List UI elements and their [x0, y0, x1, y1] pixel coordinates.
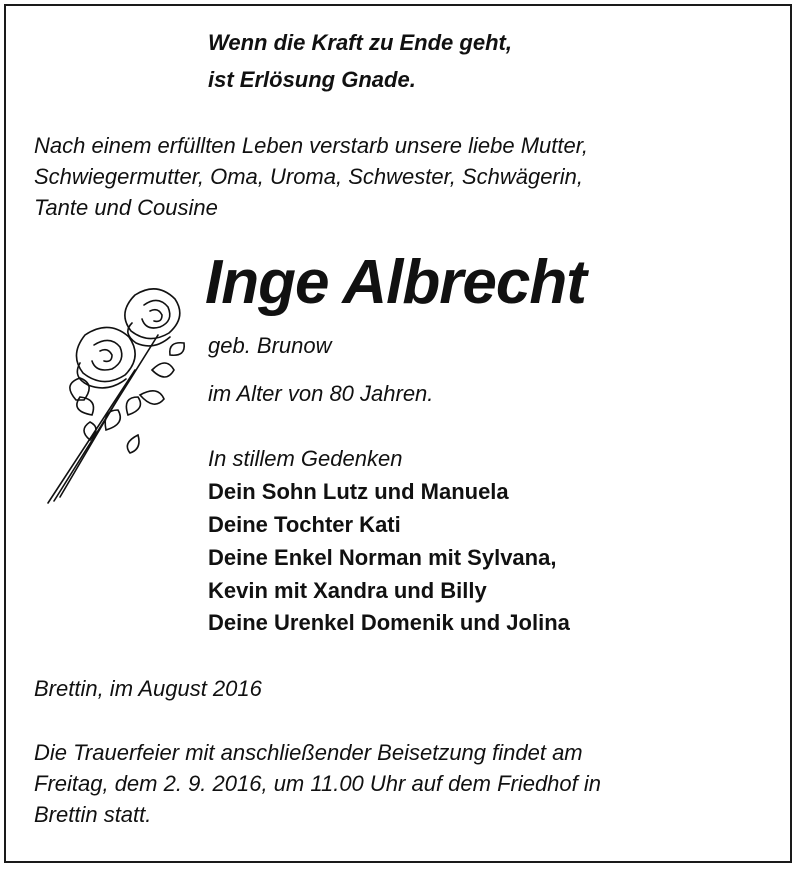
- intro-line-1: Nach einem erfüllten Leben verstarb unsere liebe Mutter,: [34, 133, 588, 158]
- mourner-line: Kevin mit Xandra und Billy: [208, 578, 487, 603]
- funeral-line-2: Freitag, dem 2. 9. 2016, um 11.00 Uhr auf dem Friedhof in: [34, 771, 602, 796]
- intro-line-2: Schwiegermutter, Oma, Uroma, Schwester, Schwägerin,: [34, 164, 583, 189]
- motto-line-1: Wenn die Kraft zu Ende geht,: [208, 30, 512, 55]
- birth-name: geb. Brunow: [208, 333, 332, 358]
- funeral-line-3: Brettin statt.: [34, 802, 152, 827]
- intro-text: [34, 130, 769, 223]
- mourner-line: Deine Urenkel Domenik und Jolina: [208, 610, 570, 635]
- mourners-heading: In stillem Gedenken: [208, 446, 403, 471]
- intro-line-3: Tante und Cousine: [34, 195, 218, 220]
- place-date: Brettin, im August 2016: [34, 676, 262, 701]
- mourner-line: Dein Sohn Lutz und Manuela: [208, 479, 509, 504]
- deceased-name: Inge Albrecht: [205, 248, 586, 317]
- roses-icon: [40, 275, 200, 505]
- mourner-line: Deine Tochter Kati: [208, 512, 401, 537]
- funeral-line-1: Die Trauerfeier mit anschließender Beisetzung findet am: [34, 740, 583, 765]
- funeral-text: [34, 737, 769, 830]
- motto-line-2: ist Erlösung Gnade.: [208, 67, 416, 92]
- mourner-line: Deine Enkel Norman mit Sylvana,: [208, 545, 557, 570]
- age-line: im Alter von 80 Jahren.: [208, 381, 434, 406]
